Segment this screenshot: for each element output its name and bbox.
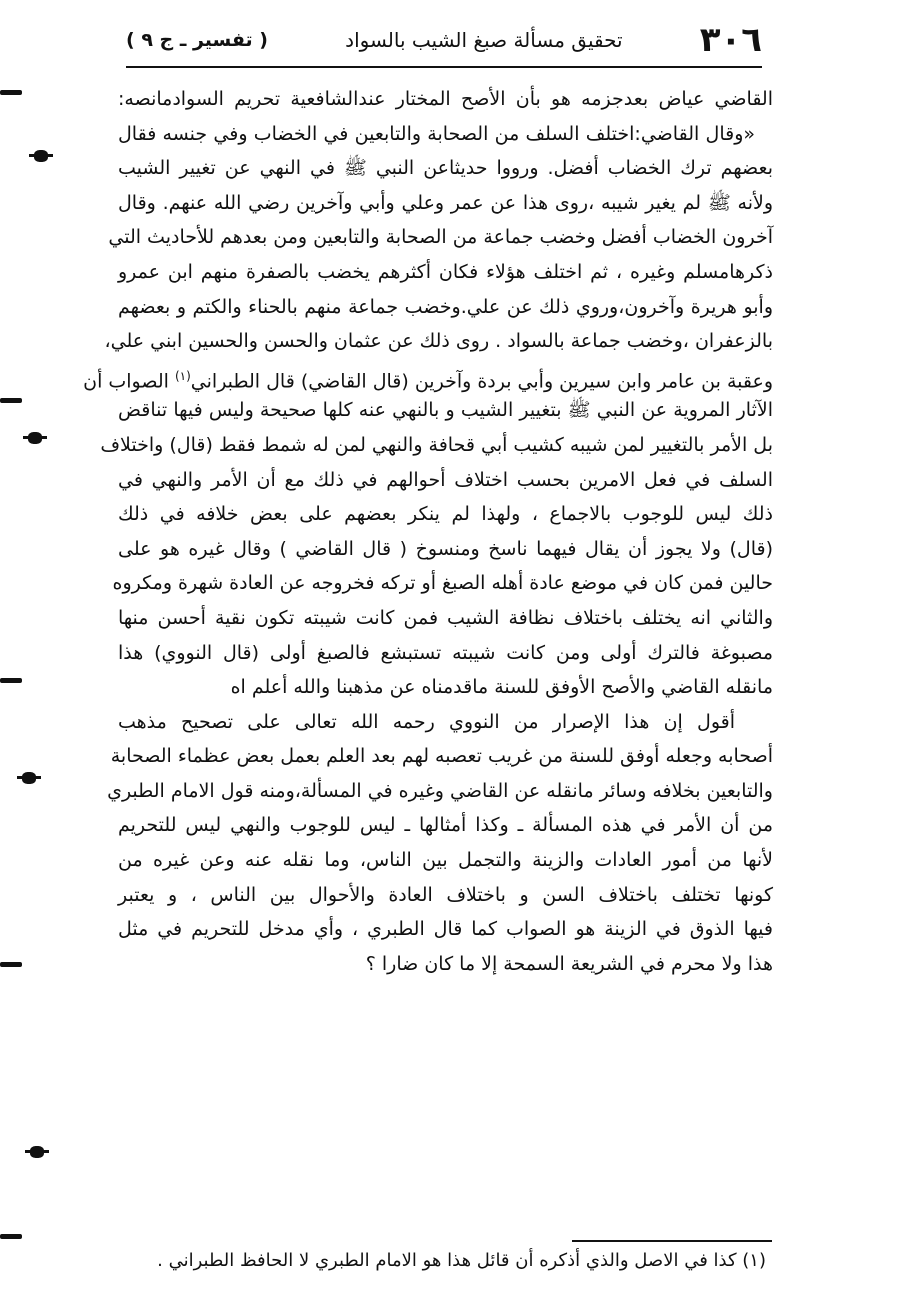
- text-line: أصحابه وجعله أوفق للسنة من غريب تعصبه لهم بعد العلم بعمل بعض عظماء الصحابة: [110, 745, 773, 768]
- body-text: [83, 82, 773, 981]
- text-line: ولأنه ﷺ لم يغير شيبه ،روى هذا عن عمر وعلي وأبي وآخرين رضي الله عنهم. وقال: [118, 191, 773, 214]
- margin-mark: [0, 1234, 22, 1239]
- text-line: ذكرهامسلم وغيره ، ثم اختلف هؤلاء فكان أكثرهم يخضب بالصفرة منهم ابن عمرو: [118, 260, 773, 283]
- margin-mark: [0, 398, 22, 403]
- text-line: فيها الذوق في الزينة هو الصواب كما قال الطبري ، وأي مدخل للتحريم في مثل: [118, 918, 773, 941]
- text-line: الآثار المروية عن النبي ﷺ بتغيير الشيب و بالنهي عنه كلها صحيحة وليس فيها تناقض: [118, 399, 773, 422]
- text-line: والتابعين بخلافه وسائر مانقله عن القاضي وغيره في المسألة،ومنه قول الامام الطبري: [107, 779, 773, 802]
- text-segment: وعقبة بن عامر وابن سيرين وأبي بردة وآخرين (قال القاضي) قال الطبراني: [190, 370, 773, 393]
- text-segment: الصواب أن: [83, 370, 169, 393]
- margin-mark: [0, 678, 22, 683]
- text-line: ذلك ليس للوجوب بالاجماع ، ولهذا لم ينكر بعضهم على بعض خلافه في ذلك: [118, 503, 773, 526]
- text-line: من أن الأمر في هذه المسألة ـ وكذا أمثالها ـ ليس للوجوب والنهي ليس للتحريم: [118, 814, 773, 837]
- footnote: (١) كذا في الاصل والذي أذكره أن قائل هذا هو الامام الطبري لا الحافظ الطبراني .: [157, 1250, 766, 1271]
- ink-spot: [30, 1146, 44, 1158]
- text-line: أقول إن هذا الإصرار من النووي رحمه الله تعالى على تصحيح مذهب: [118, 710, 735, 733]
- running-title: تحقيق مسألة صبغ الشيب بالسواد: [345, 28, 623, 52]
- text-line: آخرون الخضاب أفضل وخضب جماعة من الصحابة والتابعين ومن بعدهم للأحاديث التي: [108, 226, 773, 249]
- margin-mark: [0, 962, 22, 967]
- text-line: والثاني انه يختلف باختلاف نظافة الشيب فمن كانت شيبته تكون نقية أحسن منها: [118, 606, 773, 629]
- margin-mark: [0, 90, 22, 95]
- text-line: السلف في فعل الامرين بحسب اختلاف أحوالهم في ذلك مع أن الأمر والنهي في: [118, 468, 773, 491]
- volume-label: ( تفسير ـ ج ٩ ): [126, 29, 268, 51]
- text-line: بل الأمر بالتغيير لمن شيبه كشيب أبي قحافة والنهي لمن له شمط فقط (قال) واختلاف: [100, 433, 773, 456]
- text-line: (قال) ولا يجوز أن يقال فيهما ناسخ ومنسوخ ( قال القاضي ) وقال غيره هو على: [118, 537, 773, 560]
- text-line: كونها تختلف باختلاف السن و باختلاف العادة والأحوال بين الناس ، و يعتبر: [118, 883, 773, 906]
- text-line: حالين فمن كان في موضع عادة أهله الصبغ أو تركه فخروجه عن العادة شهرة ومكروه: [112, 572, 773, 595]
- text-line: بالزعفران ،وخضب جماعة بالسواد . روى ذلك عن عثمان والحسن والحسين ابني علي،: [104, 330, 773, 353]
- text-line: هذا ولا محرم في الشريعة السمحة إلا ما كان ضارا ؟: [365, 952, 773, 975]
- text-line: مانقله القاضي والأصح الأوفق للسنة ماقدمناه عن مذهبنا والله أعلم اه: [230, 676, 773, 699]
- text-line: مصبوغة فالترك أولى ومن كانت شيبته تستبشع فالصبغ أولى (قال النووي) هذا: [118, 641, 773, 664]
- page-header: [126, 18, 762, 62]
- ink-spot: [22, 772, 36, 784]
- text-line: لأنها من أمور العادات والزينة والتجمل بين الناس، وما نقله عنه وعن غيره من: [118, 849, 773, 872]
- footnote-rule: [572, 1240, 772, 1242]
- text-line-with-footnote: [83, 359, 773, 394]
- text-line: القاضي عياض بعدجزمه هو بأن الأصح المختار عندالشافعية تحريم السوادمانصه:: [118, 88, 773, 110]
- text-line: وأبو هريرة وآخرون،وروي ذلك عن علي.وخضب جماعة منهم بالحناء والكتم و بعضهم: [118, 295, 773, 318]
- header-rule: [126, 66, 762, 68]
- text-line: «وقال القاضي:اختلف السلف من الصحابة والتابعين في الخضاب وفي جنسه فقال: [118, 122, 755, 145]
- ink-spot: [34, 150, 48, 162]
- page-number: ٣٠٦: [699, 20, 762, 60]
- ink-spot: [28, 432, 42, 444]
- text-line: بعضهم ترك الخضاب أفضل. ورووا حديثاعن النبي ﷺ في النهي عن تغيير الشيب: [118, 157, 773, 180]
- footnote-reference: (١): [174, 368, 191, 383]
